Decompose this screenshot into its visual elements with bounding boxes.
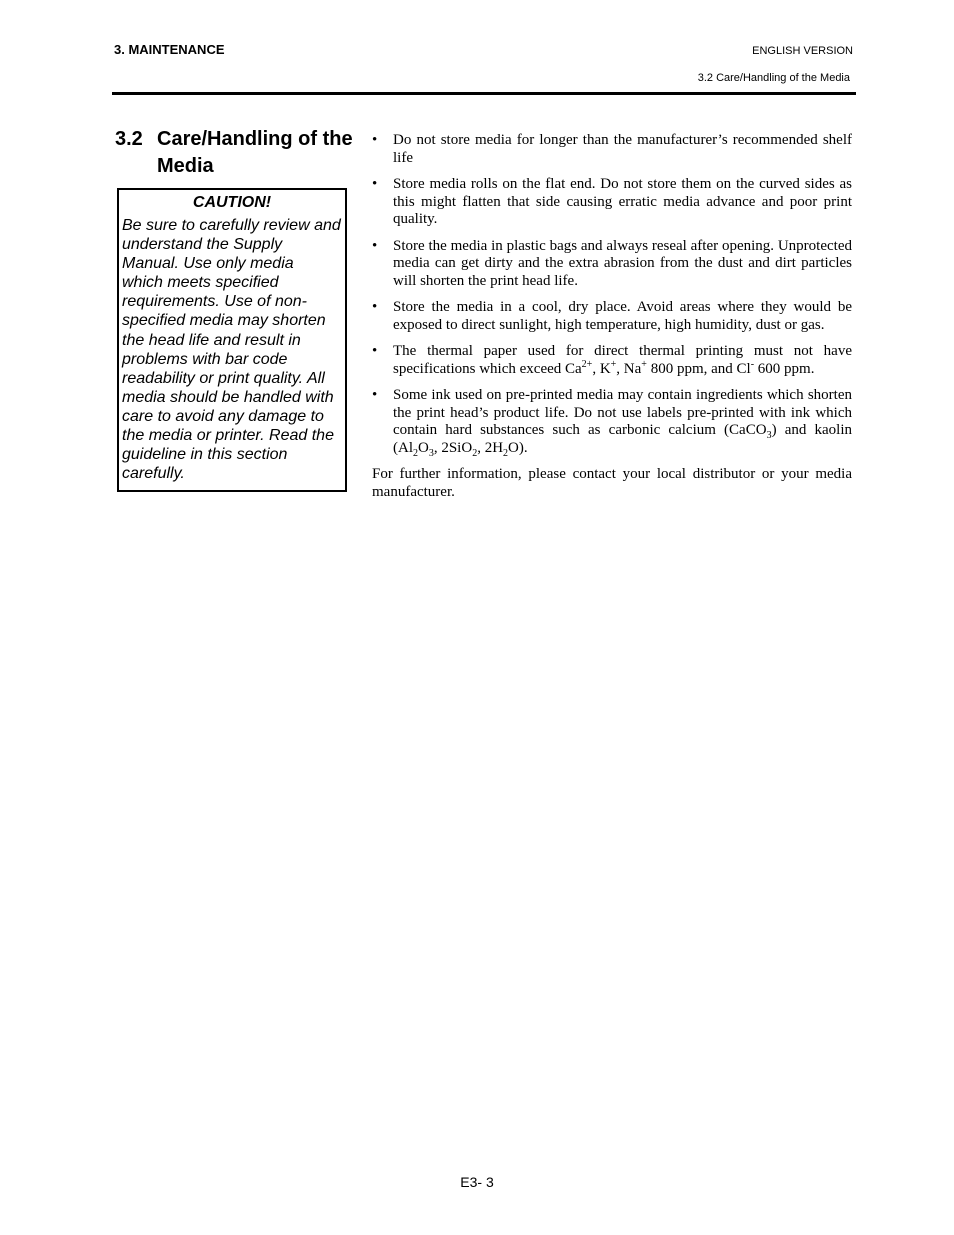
caution-line: guideline in this section: [122, 446, 288, 464]
bullet-icon: •: [372, 299, 378, 315]
bullet-item: [372, 343, 852, 378]
version-label: ENGLISH VERSION: [752, 45, 853, 57]
caution-box: [117, 188, 347, 492]
bullet-icon: •: [372, 387, 378, 403]
bullet-text: Some ink used on pre-printed media may contain ingredients which shorten the print head’s product life. Do not use labels pre-printed with ink which contain hard substances such as carbonic calcium (CaCO$_3$) and kaolin ($Al_2O_3$, 2SiO$_2$, $2H_2O$).: [393, 387, 852, 459]
bullet-text: The thermal paper used for direct thermal printing must not have specifications which exceed $Ca^{2+}$, K+, Na+ 800 ppm, and Cl- 600 ppm.: [393, 343, 852, 377]
bullet-text: Do not store media for longer than the manufacturer’s recommended shelf life: [393, 132, 852, 166]
caution-line: readability or print quality. All: [122, 369, 325, 387]
section-number: 3.2: [115, 128, 143, 150]
section-title-line2: Media: [157, 155, 214, 177]
bullet-icon: •: [372, 132, 378, 148]
caution-line: problems with bar code: [122, 350, 288, 368]
bullet-item: [372, 238, 852, 291]
section-ref-header: 3.2 Care/Handling of the Media: [697, 72, 850, 84]
bullet-item: [372, 132, 852, 167]
caution-line: Manual. Use only media: [122, 255, 294, 273]
caution-line: specified media may shorten: [122, 312, 326, 330]
header-rule: [112, 92, 856, 95]
bullet-icon: •: [372, 176, 378, 192]
bullet-text: Store media rolls on the flat end. Do not store them on the curved sides as this might flatten that side causing erratic media advance and poor print quality.: [393, 176, 852, 227]
caution-line: the head life and result in: [122, 331, 301, 349]
caution-body: [119, 213, 345, 483]
caution-line: carefully.: [122, 465, 185, 483]
caution-line: Be sure to carefully review and: [122, 217, 341, 234]
closing-paragraph: For further information, please contact your local distributor or your media manufacturer.: [372, 466, 852, 500]
caution-line: care to avoid any damage to: [122, 407, 324, 425]
bullet-item: [372, 299, 852, 334]
bullet-item: [372, 176, 852, 229]
caution-title: CAUTION!: [192, 194, 272, 211]
main-content: [372, 132, 852, 501]
bullet-item: [372, 387, 852, 457]
chapter-header: 3. MAINTENANCE: [114, 42, 225, 57]
bullet-text: Store the media in a cool, dry place. Avoid areas where they would be exposed to direct sunlight, high temperature, high humidity, dust or gas.: [393, 299, 852, 333]
bullet-icon: •: [372, 343, 378, 359]
caution-line: media should be handled with: [122, 388, 334, 406]
caution-line: which meets specified: [122, 274, 279, 292]
section-title: [115, 126, 353, 180]
page-number: E3- 3: [460, 1174, 494, 1190]
caution-line: understand the Supply: [122, 236, 283, 254]
caution-line: requirements. Use of non-: [122, 293, 307, 311]
caution-line: the media or printer. Read the: [122, 427, 334, 445]
section-title-line1: Care/Handling of the: [157, 128, 353, 150]
bullet-icon: •: [372, 237, 378, 254]
bullet-text: Store the media in plastic bags and always reseal after opening. Unprotected media can get dirty and the extra abrasion from the dust and dirt particles will shorten the print head life.: [393, 237, 852, 289]
